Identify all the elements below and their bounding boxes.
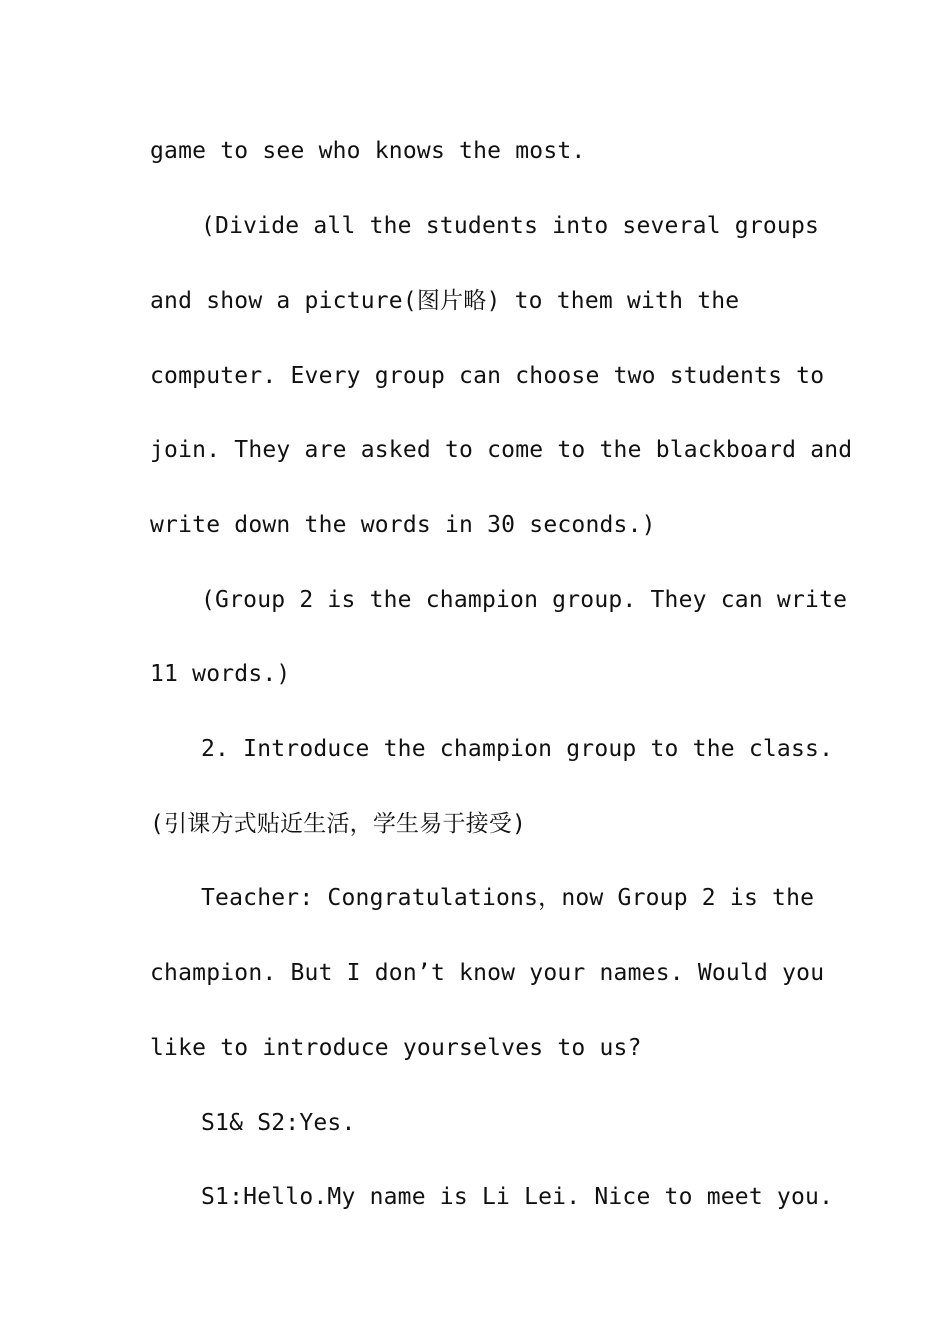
text-line-13: like to introduce yourselves to us? xyxy=(150,1035,642,1061)
text-line-12: champion. But I don’t know your names. Would you xyxy=(150,960,825,986)
text-line-2: (Divide all the students into several groups xyxy=(201,213,820,239)
text-line-15: S1:Hello.My name is Li Lei. Nice to meet you. xyxy=(201,1184,834,1210)
text-line-1: game to see who knows the most. xyxy=(150,138,586,164)
text-line-10: (引课方式贴近生活，学生易于接受) xyxy=(150,811,527,837)
text-line-6: write down the words in 30 seconds.) xyxy=(150,512,656,538)
text-line-14: S1& S2:Yes. xyxy=(201,1110,356,1136)
text-line-7: (Group 2 is the champion group. They can write xyxy=(201,587,848,613)
text-line-4: computer. Every group can choose two students to xyxy=(150,363,825,389)
text-line-8: 11 words.) xyxy=(150,661,291,687)
text-line-5: join. They are asked to come to the blackboard and xyxy=(150,437,853,463)
text-line-11: Teacher: Congratulations，now Group 2 is the xyxy=(201,885,815,911)
text-line-3: and show a picture(图片略) to them with the xyxy=(150,288,740,314)
text-line-9: 2. Introduce the champion group to the class. xyxy=(201,736,834,762)
